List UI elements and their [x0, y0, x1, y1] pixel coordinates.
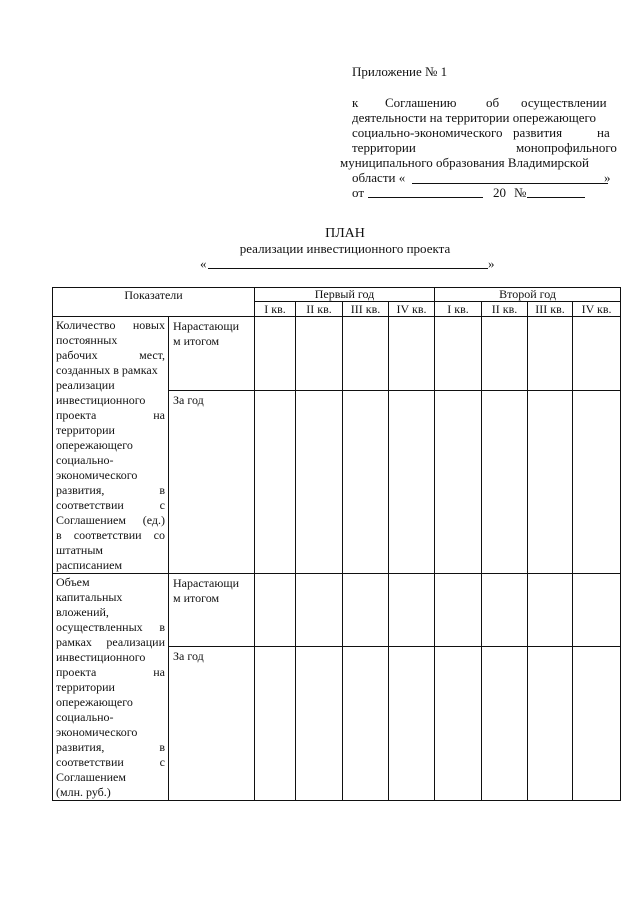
plan-table — [52, 287, 621, 801]
value-cell[interactable] — [573, 574, 621, 647]
date-year: 20 — [493, 185, 506, 200]
indicator-jobs: Количество новых постоянных рабочих мест, созданных в рамках реализации инвестиционного проекта на территории опережающего социально- экономического развития, в соответствии с Соглашением (ед.) в соответствии со штатным расписанием — [53, 317, 169, 574]
value-cell[interactable] — [528, 317, 573, 391]
value-cell[interactable] — [296, 317, 343, 391]
quarter-header: II кв. — [482, 302, 528, 317]
project-quote-open: « — [200, 256, 207, 271]
subrow-year: За год — [169, 646, 255, 800]
area-suffix: » — [604, 170, 611, 185]
value-cell[interactable] — [528, 390, 573, 573]
appendix-title: Приложение № 1 — [352, 64, 448, 79]
quarter-header: II кв. — [296, 302, 343, 317]
value-cell[interactable] — [255, 646, 296, 800]
value-cell[interactable] — [389, 646, 435, 800]
ref-line-3-b: развития — [513, 125, 563, 140]
quarter-header: I кв. — [435, 302, 482, 317]
date-blank-line — [368, 197, 483, 198]
quarter-header: III кв. — [343, 302, 389, 317]
value-cell[interactable] — [528, 646, 573, 800]
subrow-cumulative: Нарастающи м итогом — [169, 317, 255, 391]
quarter-header: III кв. — [528, 302, 573, 317]
value-cell[interactable] — [482, 317, 528, 391]
value-cell[interactable] — [435, 574, 482, 647]
quarter-header: IV кв. — [389, 302, 435, 317]
value-cell[interactable] — [296, 390, 343, 573]
value-cell[interactable] — [573, 390, 621, 573]
quarter-header: I кв. — [255, 302, 296, 317]
project-name-line — [208, 268, 488, 269]
year1-header: Первый год — [255, 288, 435, 302]
value-cell[interactable] — [343, 390, 389, 573]
value-cell[interactable] — [482, 574, 528, 647]
ref-line-1-d: осуществлении — [521, 95, 607, 110]
value-cell[interactable] — [389, 574, 435, 647]
value-cell[interactable] — [343, 317, 389, 391]
area-blank-line — [412, 183, 608, 184]
ref-line-2: деятельности на территории опережающего — [352, 110, 596, 125]
year2-header: Второй год — [435, 288, 621, 302]
area-prefix: области « — [352, 170, 406, 185]
value-cell[interactable] — [482, 390, 528, 573]
indicators-header: Показатели — [53, 288, 255, 317]
value-cell[interactable] — [255, 390, 296, 573]
value-cell[interactable] — [296, 646, 343, 800]
value-cell[interactable] — [296, 574, 343, 647]
ref-line-1-a: к — [352, 95, 359, 110]
value-cell[interactable] — [343, 646, 389, 800]
table-row — [53, 574, 621, 647]
value-cell[interactable] — [389, 317, 435, 391]
subrow-year: За год — [169, 390, 255, 573]
indicator-capital-investments: Объем капитальных вложений, осуществленных в рамках реализации инвестиционного проекта на территории опережающего социально- экономического развития, в соответствии с Соглашением (млн. руб.) — [53, 574, 169, 801]
ref-line-5: муниципального образования Владимирской — [340, 155, 589, 170]
number-blank-line — [527, 197, 585, 198]
ref-line-4-b: монопрофильного — [516, 140, 617, 155]
value-cell[interactable] — [573, 646, 621, 800]
value-cell[interactable] — [435, 646, 482, 800]
ref-line-1-b: Соглашению — [385, 95, 457, 110]
value-cell[interactable] — [528, 574, 573, 647]
ref-line-3-a: социально-экономического — [352, 125, 503, 140]
value-cell[interactable] — [255, 317, 296, 391]
value-cell[interactable] — [573, 317, 621, 391]
value-cell[interactable] — [389, 390, 435, 573]
ref-line-1-c: об — [486, 95, 500, 110]
plan-subtitle: реализации инвестиционного проекта — [239, 241, 451, 256]
ref-line-4-a: территории — [352, 140, 416, 155]
plan-title: ПЛАН — [325, 226, 365, 241]
project-quote-close: » — [488, 256, 495, 271]
value-cell[interactable] — [343, 574, 389, 647]
table-row — [53, 317, 621, 391]
quarter-header: IV кв. — [573, 302, 621, 317]
date-prefix: от — [352, 185, 365, 200]
ref-line-3-c: на — [597, 125, 610, 140]
date-number-sign: № — [514, 185, 527, 200]
value-cell[interactable] — [482, 646, 528, 800]
value-cell[interactable] — [435, 390, 482, 573]
value-cell[interactable] — [435, 317, 482, 391]
subrow-cumulative: Нарастающи м итогом — [169, 574, 255, 647]
value-cell[interactable] — [255, 574, 296, 647]
